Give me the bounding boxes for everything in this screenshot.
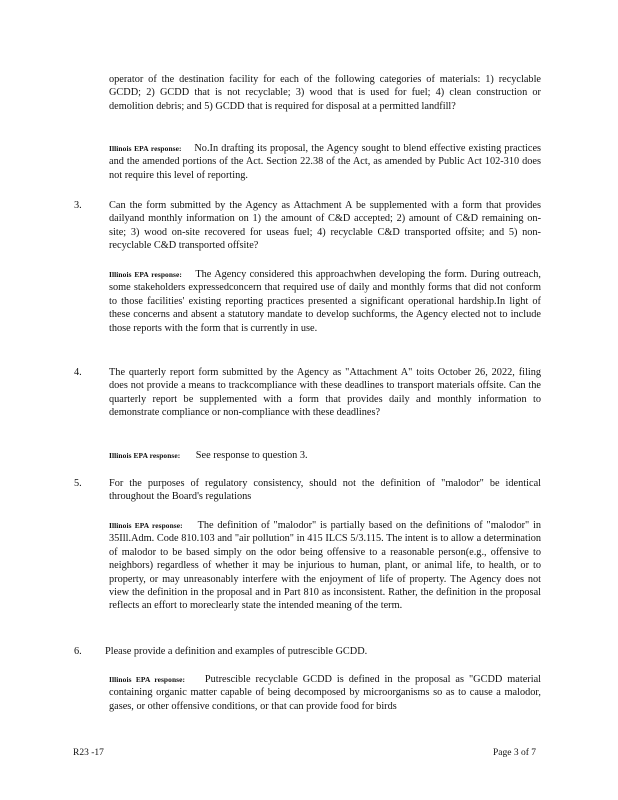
question-number: 5. [74, 478, 82, 489]
question-text: The quarterly report form submitted by the Agency as "Attachment A" toits October 26, 2022, filing does not provide a means to trackcompliance with these deadlines to transport materials offsite. Can the quarterly report be supplemented with a form that provides daily and monthly information to demonstrate compliance or non-compliance with these deadlines? [109, 367, 541, 419]
question-number: 6. [74, 646, 82, 657]
response-text: No.In drafting its proposal, the Agency sought to blend effective existing practices and the amended portions of the Act. Section 22.38 of the Act, as amended by Public Act 102-310 does not require this level of reporting. [109, 143, 542, 181]
response-label: Illinois EPA response: [109, 144, 182, 153]
question-text: For the purposes of regulatory consistency, should not the definition of "malodor" be identical throughout the Board's regulations [109, 478, 541, 503]
question-2-continuation: operator of the destination facility for each of the following categories of materials: 1) recyclable GCDD; 2) GCDD that is not recyclable; 3) wood that is used for fuel; 4) clean construction or demolition debris; and 5) GCDD that is required for disposal at a permitted landfill? [109, 74, 541, 112]
response-text: The Agency considered this approachwhen developing the form. During outreach, some stakeholders expressedconcern that required use of daily and monthly forms that did not conform to those facilities' existing reporting practices presented a significant operational hardship.In light of these concerns and absent a statutory mandate to develop suchforms, the Agency elected not to include those reports with the form that is currently in use. [109, 269, 541, 334]
response-3 [109, 268, 541, 335]
question-text: Can the form submitted by the Agency as Attachment A be supplemented with a form that provides dailyand monthly information on 1) the amount of C&D accepted; 2) amount of C&D remaining on-site; 3) wood on-site recovered for useas fuel; 4) recyclable C&D transported offsite; and 5) non-recyclable C&D transported offsite? [109, 200, 541, 252]
response-text: The definition of "malodor" is partially based on the definitions of "malodor" in 35Ill.Adm. Code 810.103 and "air pollution" in 415 ILCS 5/3.115. The intent is to allow a determination of malodor to be based simply on the odor being offensive to a reasonable person(e.g., offensive to neighbors) regardless of whether it may be injurious to human, plant, or animal life, to health, or to property, or may unreasonably interfere with the enjoyment of life of property. The Agency does not view the definition in the proposal and in Part 810 as inconsistent. Rather, the definition in the proposal reflects an effort to moreclearly state the intended meaning of the term. [109, 520, 541, 612]
response-5 [109, 519, 541, 613]
footer-doc-id: R23 -17 [73, 748, 104, 758]
question-number: 4. [74, 367, 82, 378]
question-text: Please provide a definition and examples of putrescible GCDD. [105, 646, 368, 657]
response-2 [109, 142, 541, 182]
question-number: 3. [74, 200, 82, 211]
response-text: See response to question 3. [195, 450, 308, 461]
response-label: Illinois EPA response: [109, 451, 181, 460]
response-6 [109, 673, 541, 713]
response-label: Illinois EPA response: [109, 521, 183, 530]
response-label: Illinois EPA response: [109, 270, 182, 279]
response-label: Illinois EPA response: [109, 675, 186, 684]
response-4 [109, 449, 541, 462]
footer-page-number: Page 3 of 7 [493, 748, 537, 758]
response-text: Putrescible recyclable GCDD is defined in the proposal as "GCDD material containing organic matter capable of being decomposed by microorganisms so as to cause a malodor, gases, or other offensive conditions, or that can provide food for birds [109, 674, 542, 712]
